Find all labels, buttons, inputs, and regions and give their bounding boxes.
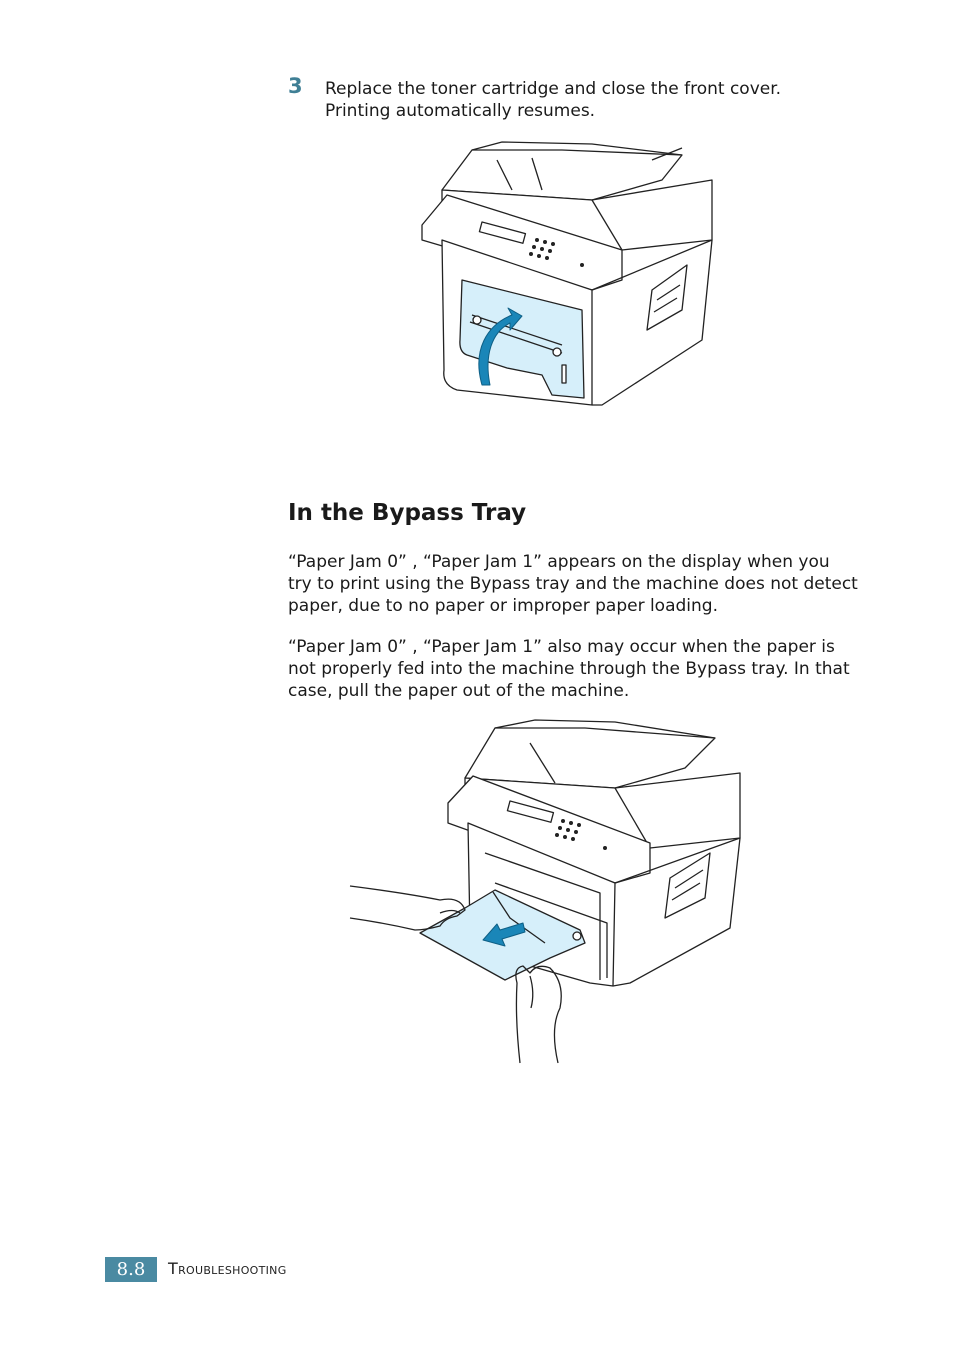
step-line: Replace the toner cartridge and close the front cover.: [325, 79, 782, 99]
step-line: Printing automatically resumes.: [325, 101, 596, 121]
page-number: 8.8: [105, 1257, 157, 1282]
step-text: [325, 78, 865, 122]
step-number: 3: [288, 74, 303, 98]
paragraph: “Paper Jam 0” , “Paper Jam 1” appears on the display when you try to print using the Bypass tray and the machine does not detect paper, due to no paper or improper paper loading.: [288, 552, 858, 616]
section-heading: In the Bypass Tray: [288, 500, 527, 526]
printer-pull-paper-icon: [345, 718, 750, 1066]
paragraph: “Paper Jam 0” , “Paper Jam 1” also may occur when the paper is not properly fed into the machine through the Bypass tray. In that case, pull the paper out of the machine.: [288, 637, 850, 701]
chapter-title: Troubleshooting: [168, 1259, 287, 1278]
printer-close-cover-icon: [412, 140, 722, 410]
